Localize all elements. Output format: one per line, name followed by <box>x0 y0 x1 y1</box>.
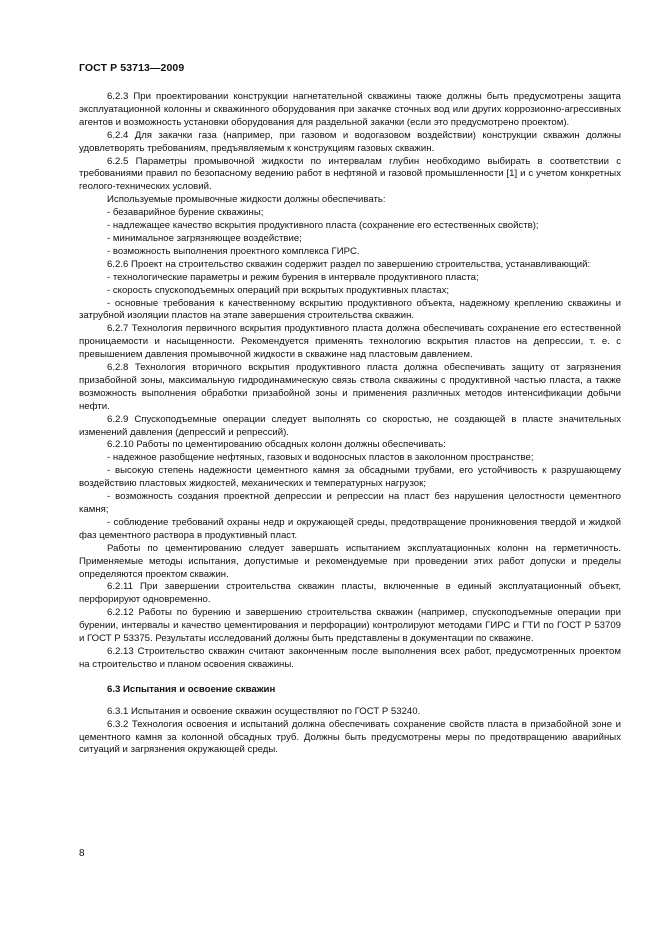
list-item: - высокую степень надежности цементного камня за обсадными трубами, его устойчивость к разрушающему воздействию пластовых жидкостей, механических и температурных нагрузок; <box>79 465 621 490</box>
document-header: ГОСТ Р 53713—2009 <box>79 62 185 74</box>
paragraph: 6.3.1 Испытания и освоение скважин осуществляют по ГОСТ Р 53240. <box>107 705 421 717</box>
paragraph: 6.2.5 Параметры промывочной жидкости по интервалам глубин необходимо выбирать в соответствии с требованиями правил по безопасному ведению работ в нефтяной и газовой промышленности [1] и с учетом конкретных геолого-технических условий. <box>79 155 621 193</box>
section-paragraph-list <box>79 706 621 758</box>
list-item: - возможность выполнения проектного комплекса ГИРС. <box>107 245 360 257</box>
paragraph: 6.2.3 При проектировании конструкции нагнетательной скважины также должны быть предусмотрены защита эксплуатационной колонны и скважинного оборудования при закачке сточных вод или других коррозионно-агрессивных агентов и возможность установки оборудования для раздельной закачки (если это предусмотрено проектом). <box>79 91 621 128</box>
paragraph: 6.2.11 При завершении строительства скважин пласты, включенные в единый эксплуатационный объект, перфорируют одновременно. <box>79 581 621 606</box>
list-item: - безаварийное бурение скважины; <box>107 207 264 219</box>
list-item: - минимальное загрязняющее воздействие; <box>107 232 302 244</box>
document-body <box>79 91 621 757</box>
list-item: - возможность создания проектной депрессии и репрессии на пласт без нарушения целостности цементного камня; <box>79 491 621 515</box>
paragraph: Используемые промывочные жидкости должны обеспечивать: <box>107 194 386 206</box>
paragraph: 6.2.9 Спускоподъемные операции следует выполнять со скоростью, не создающей в пласте значительных изменений давления (депрессий и репрессий). <box>79 413 621 438</box>
paragraph: 6.3.2 Технология освоения и испытаний должна обеспечивать сохранение свойств пласта в призабойной зоне и цементного камня за колонной обсадных труб. Должны быть предусмотрены меры по предотвращению аварийных ситуаций и загрязнения окружающей среды. <box>79 718 621 756</box>
list-item: - надлежащее качество вскрытия продуктивного пласта (сохранение его естественных свойств); <box>107 220 539 232</box>
list-item: - основные требования к качественному вскрытию продуктивного объекта, надежному креплению скважины и затрубной изоляции пластов на этапе завершения строительства скважин. <box>79 297 621 322</box>
list-item: - надежное разобщение нефтяных, газовых и водоносных пластов в заколонном пространстве; <box>107 452 534 464</box>
list-item: - скорость спускоподъемных операций при вскрытых продуктивных пластах; <box>107 284 450 296</box>
section-heading: 6.3 Испытания и освоение скважин <box>107 683 276 695</box>
paragraph: 6.2.8 Технология вторичного вскрытия продуктивного пласта должна обеспечивать защиту от загрязнения призабойной зоны, максимальную гидродинамическую связь ствола скважины с продуктивной частью пласта, а также возможность выполнения обработки призабойной зоны и применения различных методов интенсификации добычи нефти. <box>79 362 621 412</box>
page-number: 8 <box>79 848 85 859</box>
paragraph: Работы по цементированию следует завершать испытанием эксплуатационных колонн на герметичность. Применяемые методы испытания, допустимые и рекомендуемые при проведении этих работ допуски и пределы определяются проектом скважин. <box>79 542 621 580</box>
paragraph-list <box>79 91 621 672</box>
paragraph: 6.2.13 Строительство скважин считают законченным после выполнения всех работ, предусмотренных проектом на строительство и планом освоения скважины. <box>79 645 621 670</box>
paragraph: 6.2.7 Технология первичного вскрытия продуктивного пласта должна обеспечивать сохранение его естественной проницаемости и насыщенности. Рекомендуется применять технологию вскрытия пластов на депрессии, т. е. с превышением давления промывочной жидкости в скважине над пластовым давлением. <box>79 323 621 361</box>
paragraph: 6.2.4 Для закачки газа (например, при газовом и водогазовом воздействии) конструкции скважин должны удовлетворять требованиям, предъявляемым к конструкциям газовых скважин. <box>79 129 621 154</box>
paragraph: 6.2.10 Работы по цементированию обсадных колонн должны обеспечивать: <box>107 439 446 451</box>
list-item: - технологические параметры и режим бурения в интервале продуктивного пласта; <box>107 271 479 283</box>
paragraph: 6.2.6 Проект на строительство скважин содержит раздел по завершению строительства, устанавливающий: <box>107 258 591 270</box>
list-item: - соблюдение требований охраны недр и окружающей среды, предотвращение проникновения твердой и жидкой фаз цементного раствора в продуктивный пласт. <box>79 516 621 541</box>
paragraph: 6.2.12 Работы по бурению и завершению строительства скважин (например, спускоподъемные операции при бурении, интервалы и качество цементирования и перфорации) контролируют методами ГИРС и ГТИ по ГОСТ Р 53709 и ГОСТ Р 53375. Результаты исследований должны быть представлены в документации по скважине. <box>79 607 621 645</box>
